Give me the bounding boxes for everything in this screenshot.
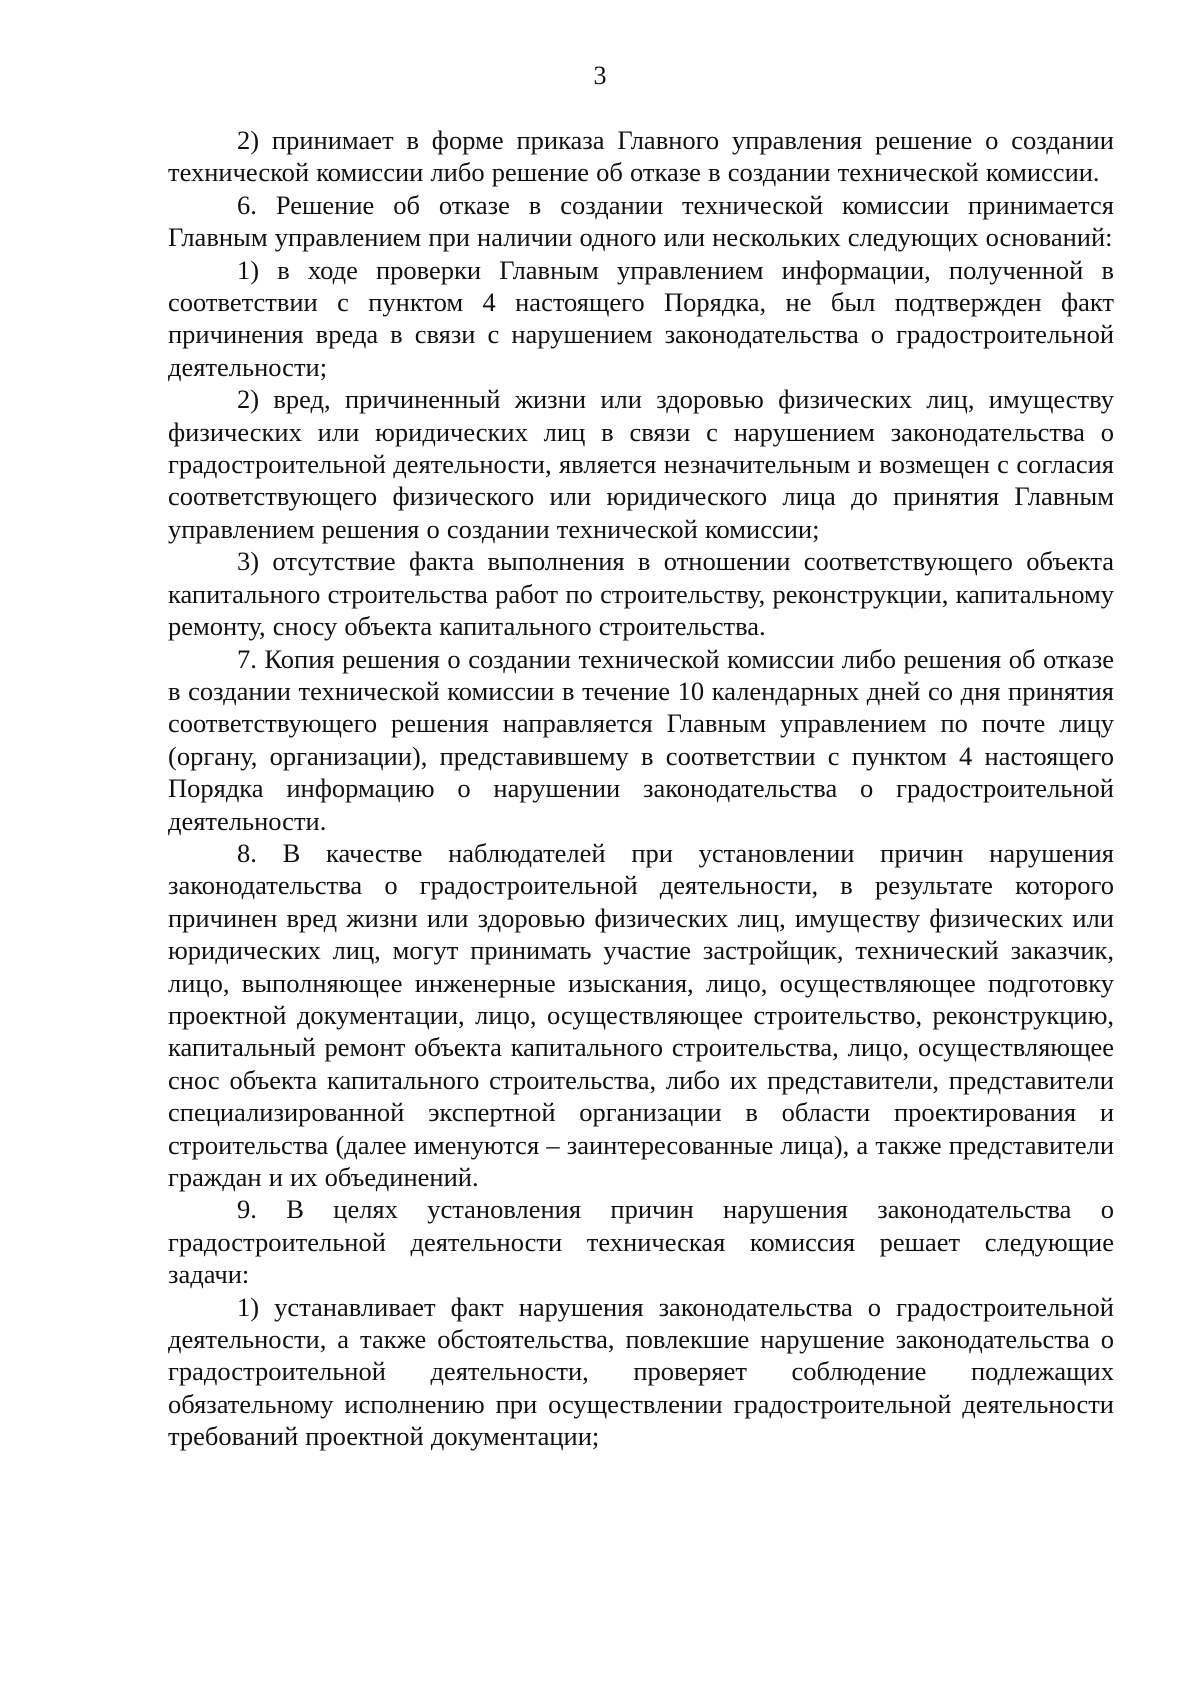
paragraph-6-item-2: 2) вред, причиненный жизни или здоровью физических лиц, имуществу физических или юридических лиц в связи с нарушением законодательства о градостроительной деятельности, является незначительным и возмещен с согласия соответствующего физического или юридического лица до принятия Главным управлением решения о создании технической комиссии;	[168, 384, 1114, 544]
document-body	[168, 124, 1114, 1453]
paragraph-6-item-3: 3) отсутствие факта выполнения в отношении соответствующего объекта капитального строительства работ по строительству, реконструкции, капитальному ремонту, сносу объекта капитального строительства.	[168, 546, 1114, 642]
paragraph-9-item-1: 1) устанавливает факт нарушения законодательства о градостроительной деятельности, а также обстоятельства, повлекшие нарушение законодательства о градостроительной деятельности, проверяет соблюдение подлежащих обязательному исполнению при осуществлении градостроительной деятельности требований проектной документации;	[168, 1291, 1114, 1452]
paragraph-8-observers: 8. В качестве наблюдателей при установлении причин нарушения законодательства о градостроительной деятельности, в результате которого причинен вред жизни или здоровью физических лиц, имуществу физических или юридических лиц, могут принимать участие застройщик, технический заказчик, лицо, выполняющее инженерные изыскания, лицо, осуществляющее подготовку проектной документации, лицо, осуществляющее строительство, реконструкцию, капитальный ремонт объекта капитального строительства, лицо, осуществляющее снос объекта капитального строительства, либо их представители, представители специализированной экспертной организации в области проектирования и строительства (далее именуются – заинтересованные лица), а также представители граждан и их объединений.	[168, 837, 1114, 1192]
paragraph-9-commission-tasks: 9. В целях установления причин нарушения законодательства о градостроительной деятельности техническая комиссия решает следующие задачи:	[168, 1194, 1114, 1290]
paragraph-6-refusal-grounds: 6. Решение об отказе в создании технической комиссии принимается Главным управлением при наличии одного или нескольких следующих оснований:	[168, 189, 1114, 253]
paragraph-item-2-decision: 2) принимает в форме приказа Главного управления решение о создании технической комиссии либо решение об отказе в создании технической комиссии.	[168, 125, 1114, 188]
paragraph-6-item-1: 1) в ходе проверки Главным управлением информации, полученной в соответствии с пунктом 4 настоящего Порядка, не был подтвержден факт причинения вреда в связи с нарушением законодательства о градостроительной деятельности;	[168, 254, 1114, 382]
page-number: 3	[593, 61, 607, 90]
paragraph-7-copy-of-decision: 7. Копия решения о создании технической комиссии либо решения об отказе в создании технической комиссии в течение 10 календарных дней со дня принятия соответствующего решения направляется Главным управлением по почте лицу (органу, организации), представившему в соответствии с пунктом 4 настоящего Порядка информацию о нарушении законодательства о градостроительной деятельности.	[168, 643, 1114, 836]
